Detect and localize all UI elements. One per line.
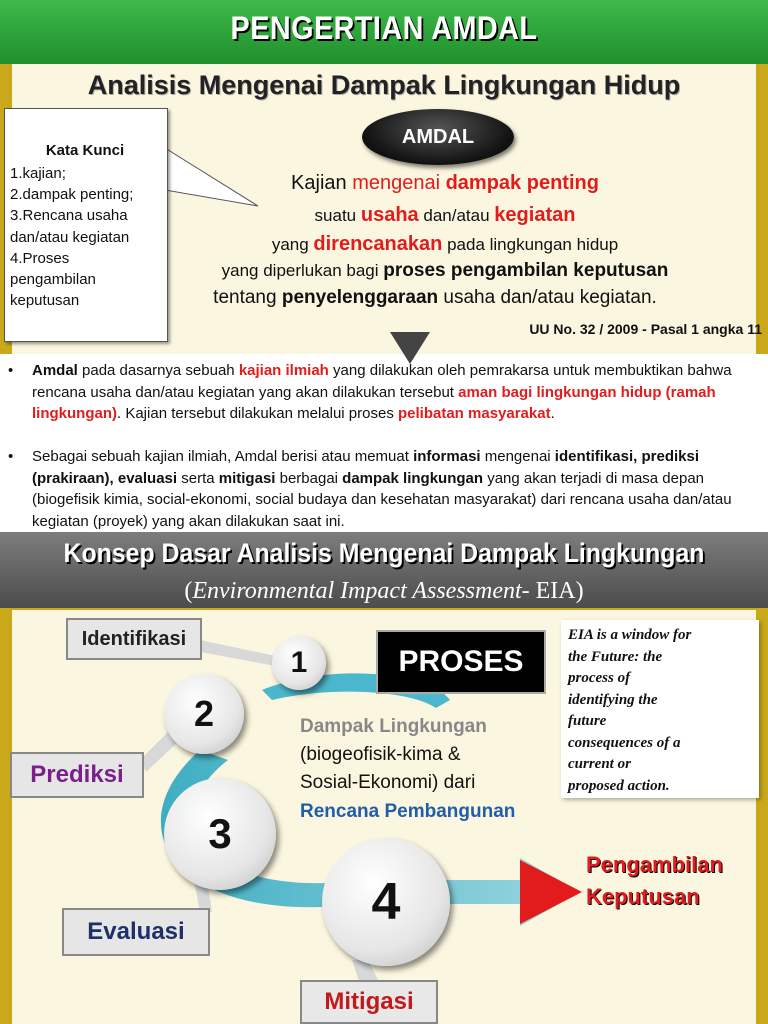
list-item: 1.kajian;: [10, 165, 66, 182]
list-item: 2.dampak penting;: [10, 186, 134, 204]
center-text-line: (biogeofisik-kima &: [300, 744, 461, 765]
definition-line: yang direncanakan pada lingkungan hidup: [271, 233, 619, 255]
definition-line: yang diperlukan bagi proses pengambilan keputusan: [221, 260, 669, 281]
quote-line: consequences of a: [568, 734, 681, 751]
center-text-line: Rencana Pembangunan: [300, 801, 516, 822]
label-evaluasi: Evaluasi: [62, 908, 210, 956]
quote-line: proposed action.: [568, 777, 670, 794]
label-prediksi: Prediksi: [10, 752, 144, 798]
label-mitigasi: Mitigasi: [300, 980, 438, 1024]
kata-kunci-heading: Kata Kunci: [45, 142, 125, 159]
amdal-badge-label: AMDAL: [401, 126, 475, 148]
quote-line: identifying the: [568, 691, 658, 708]
list-item: pengambilan: [10, 271, 96, 289]
quote-line: the Future: the: [568, 648, 663, 665]
pengambilan-keputusan-label: Keputusan: [586, 884, 700, 909]
bullet-dot: •: [8, 362, 14, 379]
definition-line: tentang penyelenggaraan usaha dan/atau kegiatan.: [213, 287, 657, 308]
list-item: dan/atau kegiatan: [10, 228, 130, 246]
eia-quote: [568, 625, 758, 797]
legal-reference: UU No. 32 / 2009 - Pasal 1 angka 11: [529, 321, 762, 337]
proses-label: PROSES: [376, 630, 546, 694]
section-title: Konsep Dasar Analisis Mengenai Dampak Lingkungan: [63, 538, 705, 568]
step-circle-2: 2: [164, 674, 244, 754]
label-identifikasi: Identifikasi: [66, 618, 202, 660]
subtitle: Analisis Mengenai Dampak Lingkungan Hidup: [87, 70, 681, 100]
step-circle-4: 4: [322, 838, 450, 966]
quote-line: process of: [568, 670, 631, 686]
definition-line: Kajian mengenai dampak penting: [291, 172, 599, 194]
quote-line: EIA is a window for: [568, 627, 692, 643]
page-title: PENGERTIAN AMDAL: [230, 10, 538, 46]
list-item: 3.Rencana usaha: [10, 207, 128, 225]
list-item: 4.Proses: [10, 249, 70, 267]
center-text-line: Sosial-Ekonomi) dari: [300, 772, 476, 793]
bullet-text: Sebagai sebuah kajian ilmiah, Amdal berisi atau memuat informasi mengenai identifikasi, prediksi (prakiraan), evaluasi serta mitigasi berbagai dampak lingkungan yang akan terjadi di masa depan (biogefisik kimia, social-ekonomi, social budaya dan kesehatan masyarakat) dari rencana usaha dan/atau kegiatan (proyek) yang akan dilakukan saat ini.: [32, 448, 732, 530]
quote-line: current or: [568, 756, 631, 772]
step-circle-1: 1: [272, 636, 326, 690]
section-subtitle: (Environmental Impact Assessment- EIA): [184, 578, 584, 604]
list-item: keputusan: [10, 292, 80, 310]
quote-line: future: [568, 713, 607, 729]
bullet-dot: •: [8, 448, 14, 465]
definition-line: suatu usaha dan/atau kegiatan: [314, 204, 576, 226]
pengambilan-keputusan-label: Pengambilan: [586, 852, 723, 877]
center-text-line: Dampak Lingkungan: [300, 716, 487, 737]
step-circle-3: 3: [164, 778, 276, 890]
bullet-text: Amdal pada dasarnya sebuah kajian ilmiah yang dilakukan oleh pemrakarsa untuk membuktikan bahwa rencana usaha dan/atau kegiatan yang akan dilakukan tersebut aman bagi lingkungan hidup (ramah lingkungan). Kajian tersebut dilakukan melalui proses pelibatan masyarakat.: [32, 362, 732, 422]
